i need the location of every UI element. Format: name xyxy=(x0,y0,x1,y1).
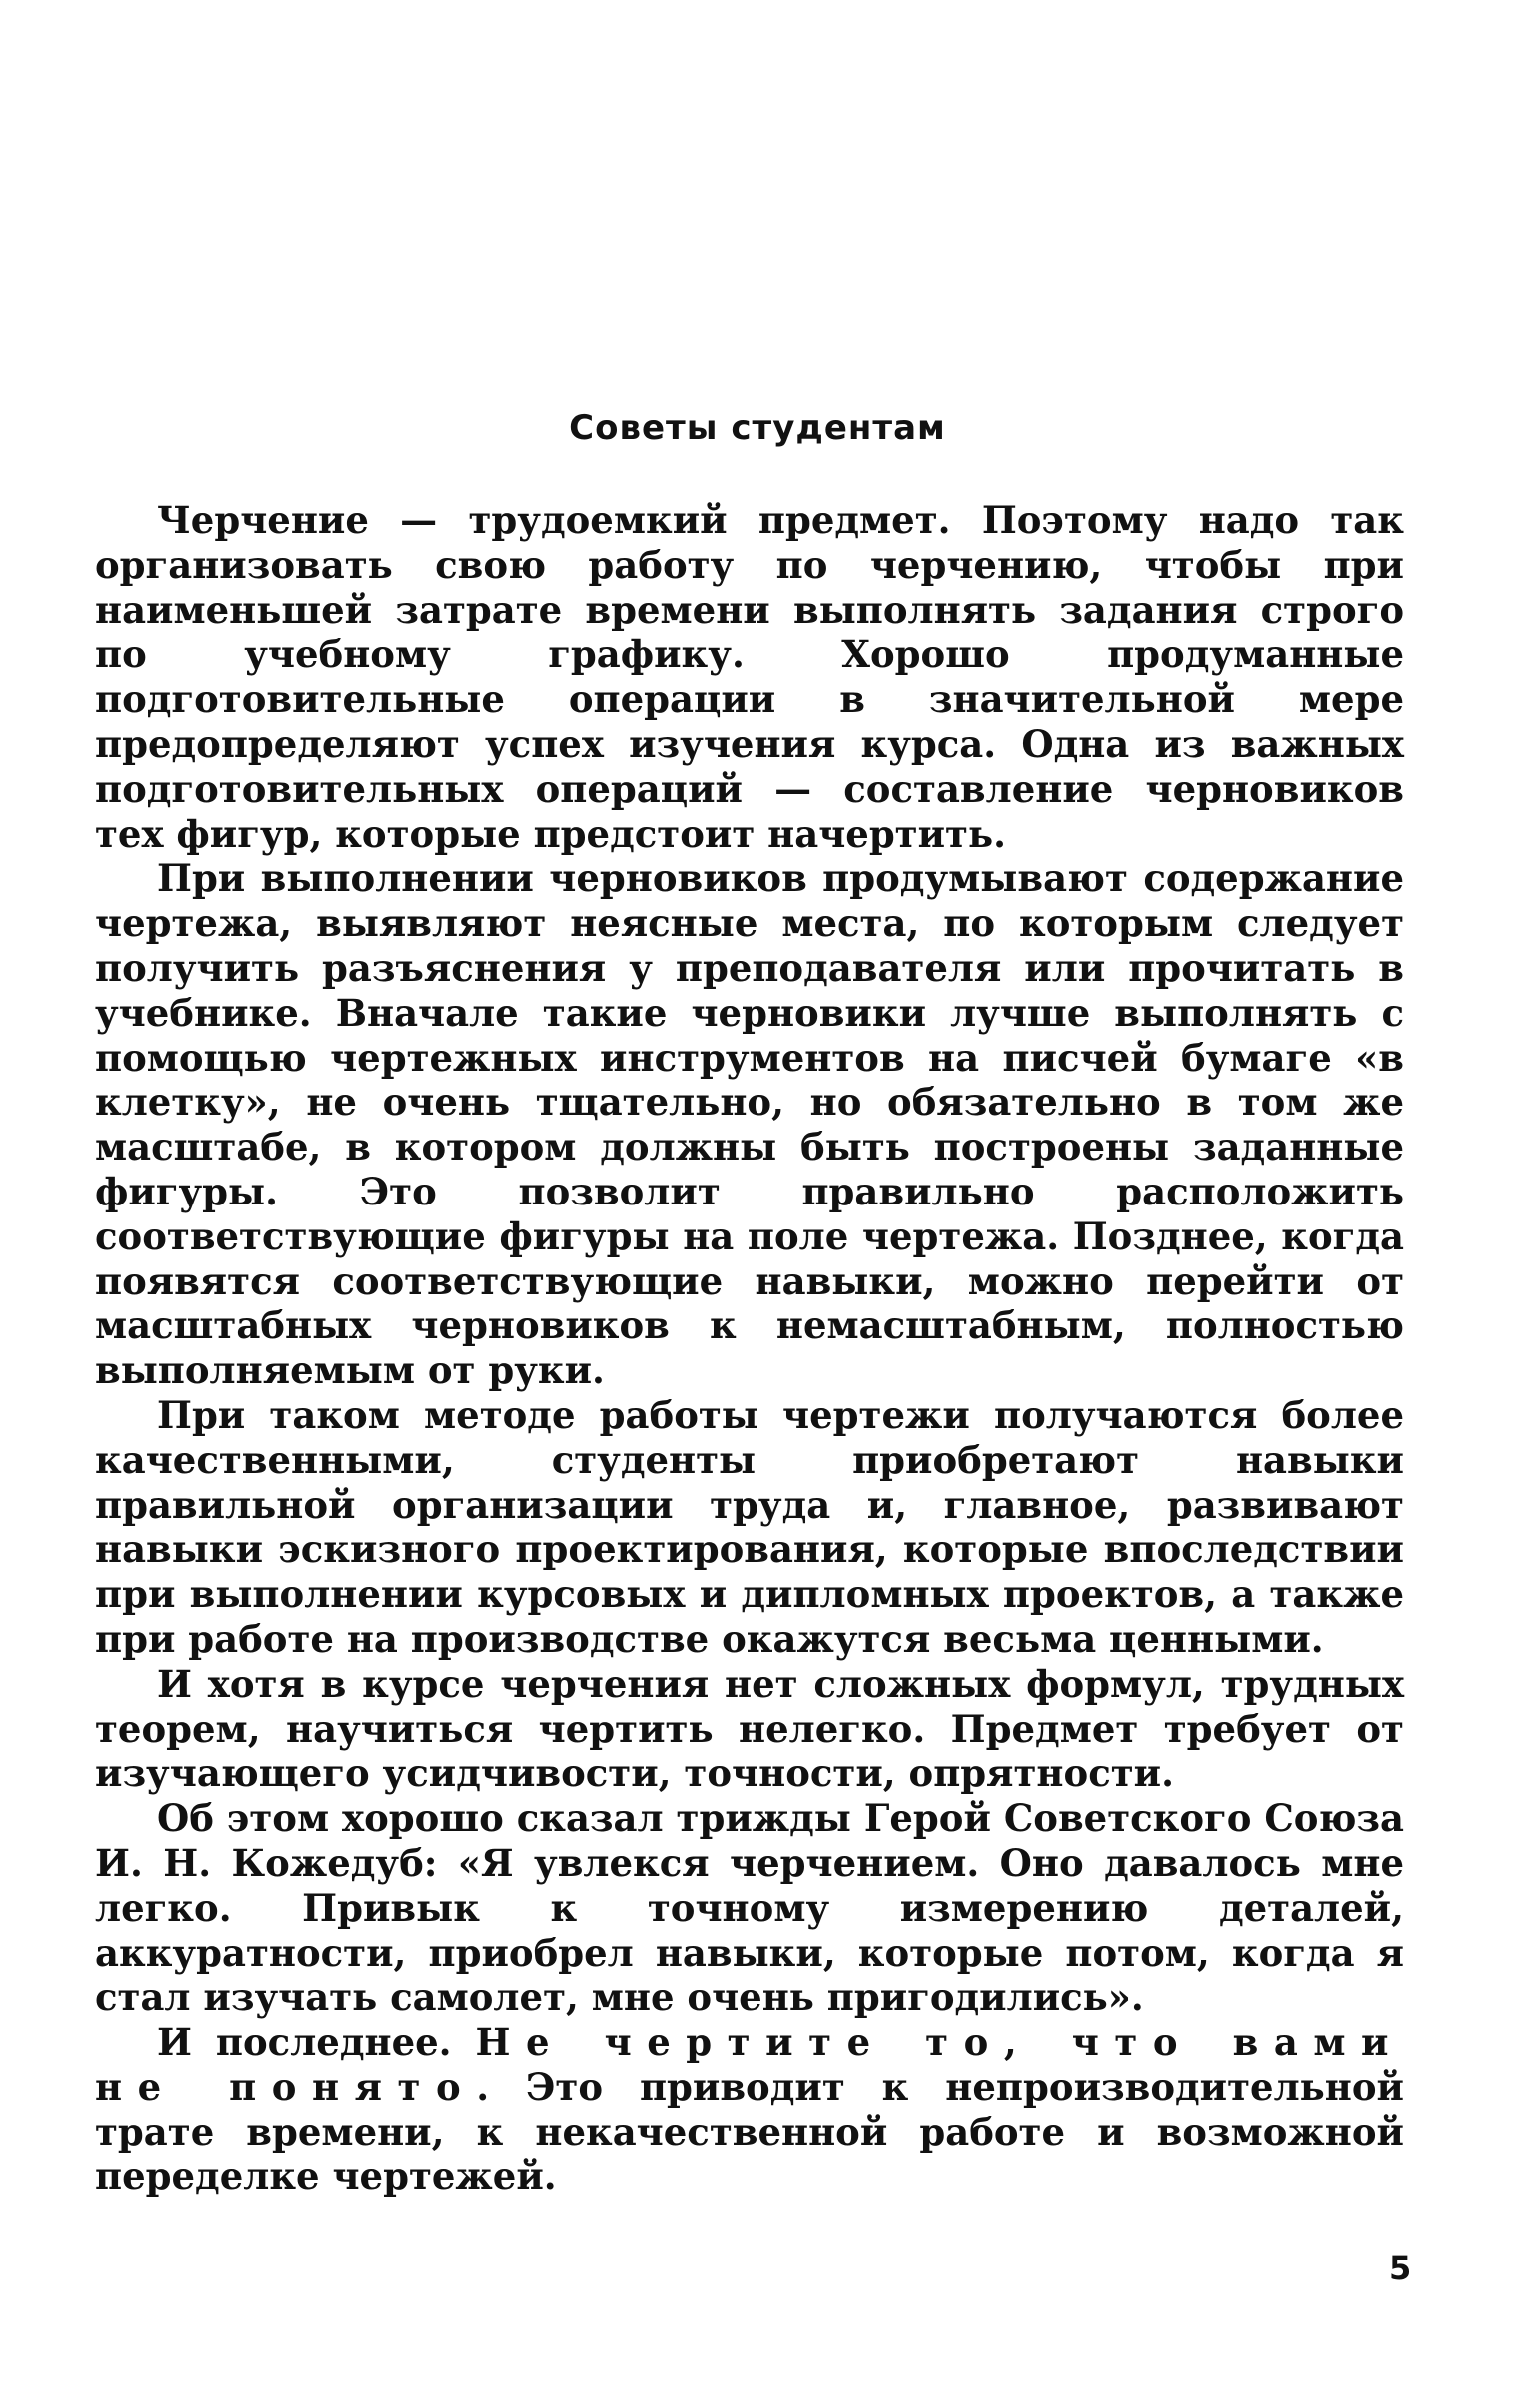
paragraph-2: При выполнении черновиков продумывают содержание чертежа, выявляют неясные места, по которым следует получить разъяснения у преподавателя или прочитать в учебнике. Вначале такие черновики лучше выполнять с помощью чертежных инструментов на писчей бумаге «в клетку», не очень тщательно, но обязательно в том же масштабе, в котором должны быть построены заданные фигуры. Это позволит правильно расположить соответствующие фигуры на поле чертежа. Позднее, когда появятся соответствующие навыки, можно перейти от масштабных черновиков к немасштабным, полностью выполняемым от руки. xyxy=(95,856,1404,1393)
paragraph-6-emphasis: Не чертите то, что вами не понято xyxy=(95,2020,1405,2109)
page-number: 5 xyxy=(1389,2249,1412,2287)
paragraph-3: При таком методе работы чертежи получаются более качественными, студенты приобретают навыки правильной организации труда и, главное, развивают навыки эскизного проектирования, которые впоследствии при выполнении курсовых и дипломных проектов, а также при работе на производстве окажутся весьма ценными. xyxy=(95,1392,1404,1661)
paragraph-6 xyxy=(95,2020,1404,2199)
paragraph-1: Черчение — трудоемкий предмет. Поэтому надо так организовать свою работу по черчению, чтобы при наименьшей затрате времени выполнять задания строго по учебному графику. Хорошо продуманные подготовительные операции в значительной мере предопределяют успех изучения курса. Одна из важных подготовительных операций — составление черновиков тех фигур, которые предстоит начертить. xyxy=(95,498,1404,856)
paragraph-6-intro: И последнее. xyxy=(157,2020,476,2065)
paragraph-4: И хотя в курсе черчения нет сложных формул, трудных теорем, научиться чертить нелегко. Предмет требует от изучающего усидчивости, точности, опрятности. xyxy=(95,1661,1404,1796)
body-text xyxy=(95,498,1404,2199)
paragraph-5: Об этом хорошо сказал трижды Герой Советского Союза И. Н. Кожедуб: «Я увлекся черчением. Оно давалось мне легко. Привык к точному измерению деталей, аккуратности, приобрел навыки, которые потом, когда я стал изучать самолет, мне очень пригодились». xyxy=(95,1796,1404,2020)
section-heading: Советы студентам xyxy=(569,408,946,448)
paragraph-6-rest: . Это приводит к непроизводительной трате времени, к некачественной работе и возможной переделке чертежей. xyxy=(95,2064,1404,2199)
